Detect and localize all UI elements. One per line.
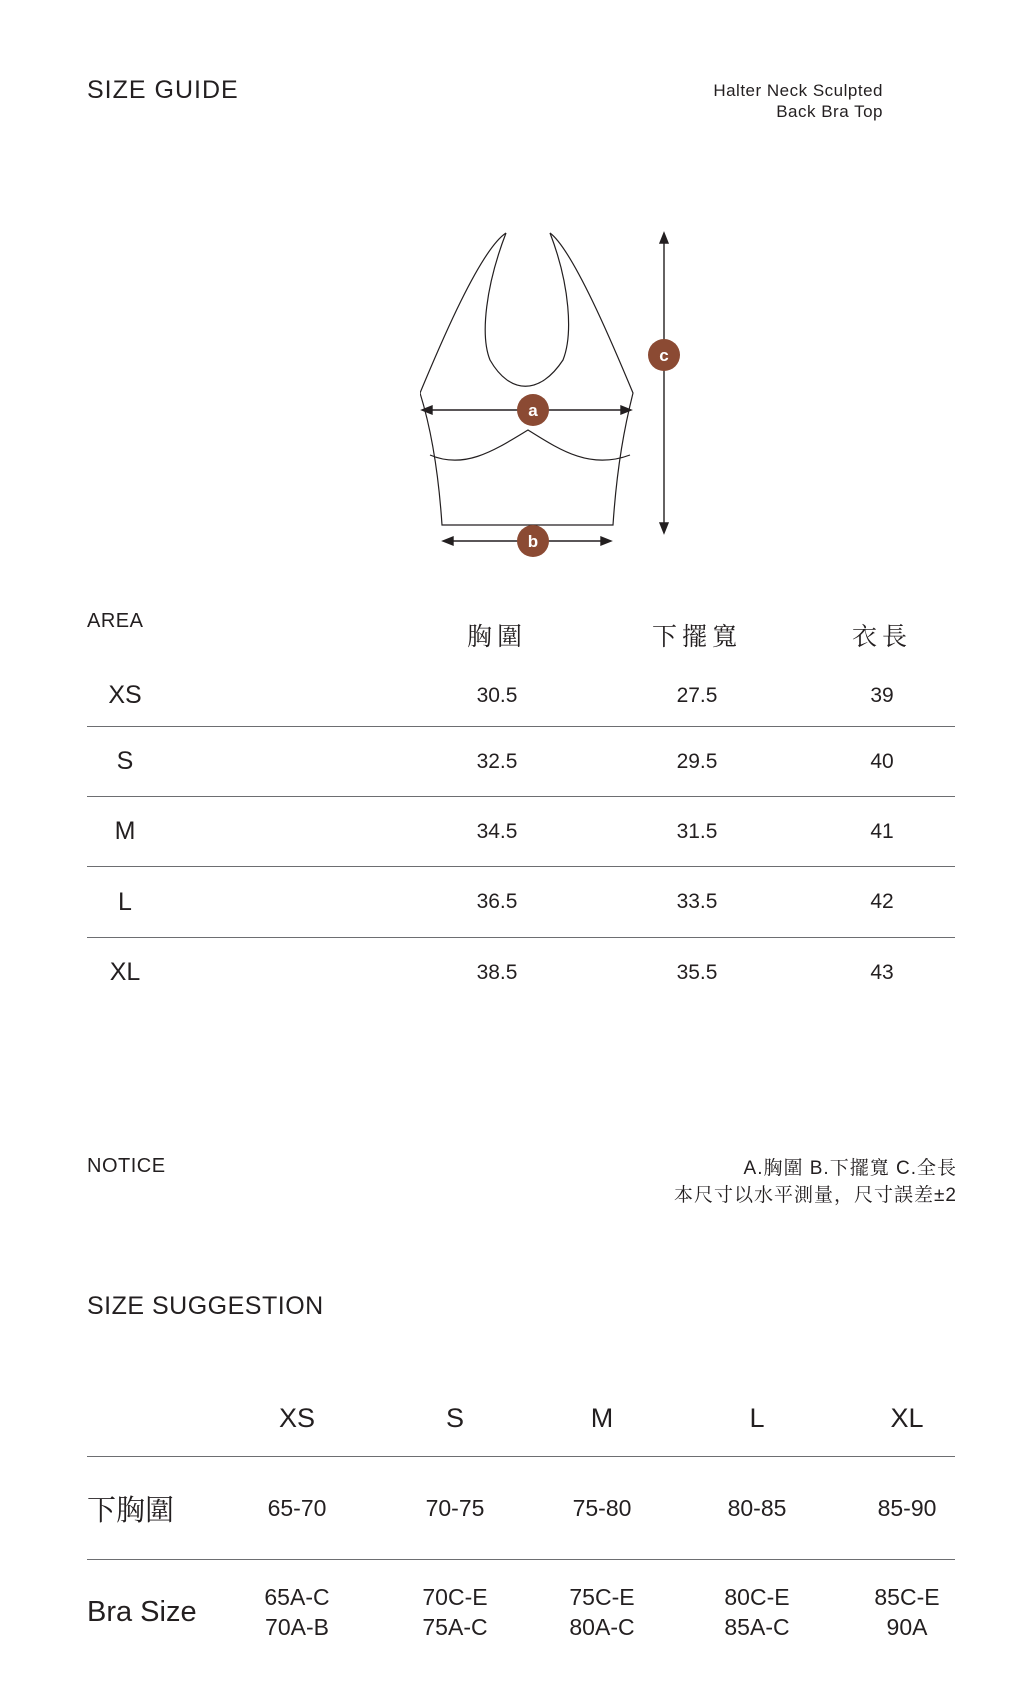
length-value: 41 [870,819,894,843]
svg-text:c: c [659,346,669,365]
garment-diagram [420,225,700,565]
bra-size-line: 85C-E [874,1584,940,1610]
header-hem-width: 下擺寬 [651,623,742,651]
underbust-seam [430,430,630,460]
area-table [87,623,955,1007]
chest-value: 34.5 [476,819,518,843]
underbust-value: 65-70 [267,1494,327,1521]
bra-size-line: 70A-B [265,1614,329,1640]
table-row [87,665,955,727]
hem-value: 31.5 [676,819,718,843]
length-value: 42 [870,890,894,913]
hem-value: 29.5 [676,749,718,773]
size-s-header: S [445,1402,464,1433]
bra-size-value [707,1560,807,1664]
suggestion-header-row [87,1380,955,1457]
bra-size-line: 75C-E [569,1584,635,1610]
product-name-line1: Halter Neck Sculpted [713,81,883,100]
table-row [87,727,955,797]
hem-value: 35.5 [676,960,718,984]
svg-text:a: a [528,401,538,420]
area-header-row [87,605,955,665]
size-suggestion-table [87,1380,955,1664]
product-name-line2: Back Bra Top [776,102,883,121]
size-xs-header: XS [278,1402,316,1433]
neckline [485,233,568,386]
table-row [87,797,955,867]
area-label: AREA [87,610,144,632]
table-row [87,938,955,1007]
bra-size-value [857,1560,957,1664]
bra-size-value [247,1560,347,1664]
bra-size-line: 75A-C [422,1614,488,1640]
length-value: 39 [870,683,894,707]
underbust-value: 85-90 [877,1494,937,1521]
bra-size-line: 70C-E [422,1584,488,1610]
size-xl-header: XL [890,1402,924,1433]
row-size: L [118,887,132,916]
chest-value: 30.5 [476,683,518,707]
row-size: XL [109,958,141,986]
hem-value: 33.5 [676,890,718,913]
bra-size-row [87,1560,955,1664]
underbust-row [87,1457,955,1560]
chest-value: 38.5 [476,960,518,984]
notice-label: NOTICE [87,1155,166,1177]
product-name [713,80,883,122]
length-value: 40 [870,749,894,773]
bra-size-line: 80A-C [569,1614,635,1640]
chest-value: 32.5 [476,749,518,773]
page-title: SIZE GUIDE [87,76,239,104]
marker-a [517,394,549,426]
bra-size-line: 80C-E [724,1584,790,1610]
garment-outline [420,233,633,525]
bra-size-line: 85A-C [724,1614,790,1640]
bra-size-line: 90A [886,1614,928,1640]
row-size: S [116,747,134,775]
row-size: M [114,817,136,845]
size-l-header: L [749,1402,765,1433]
bra-size-value [405,1560,505,1664]
underbust-label: 下胸圍 [87,1494,175,1527]
length-value: 43 [870,960,894,984]
hem-value: 27.5 [676,683,718,707]
bra-size-value [552,1560,652,1664]
svg-text:b: b [527,532,539,551]
row-size: XS [108,681,142,709]
notice-line2: 本尺寸以水平測量，尺寸誤差±2 [674,1185,957,1206]
bra-size-line: 65A-C [264,1584,330,1610]
notice-line1: A.胸圍 B.下擺寬 C.全長 [743,1158,957,1179]
marker-b [517,525,549,557]
underbust-value: 70-75 [425,1494,485,1521]
size-suggestion-label: SIZE SUGGESTION [87,1292,324,1320]
underbust-value: 80-85 [727,1494,787,1521]
chest-value: 36.5 [476,890,518,913]
header-length: 衣長 [851,623,912,651]
header-chest: 胸圍 [466,623,527,651]
table-row [87,867,955,938]
marker-c [648,339,680,371]
notice-text [674,1155,957,1209]
bra-size-label: Bra Size [87,1595,197,1628]
underbust-value: 75-80 [572,1494,632,1521]
size-m-header: M [590,1402,614,1433]
